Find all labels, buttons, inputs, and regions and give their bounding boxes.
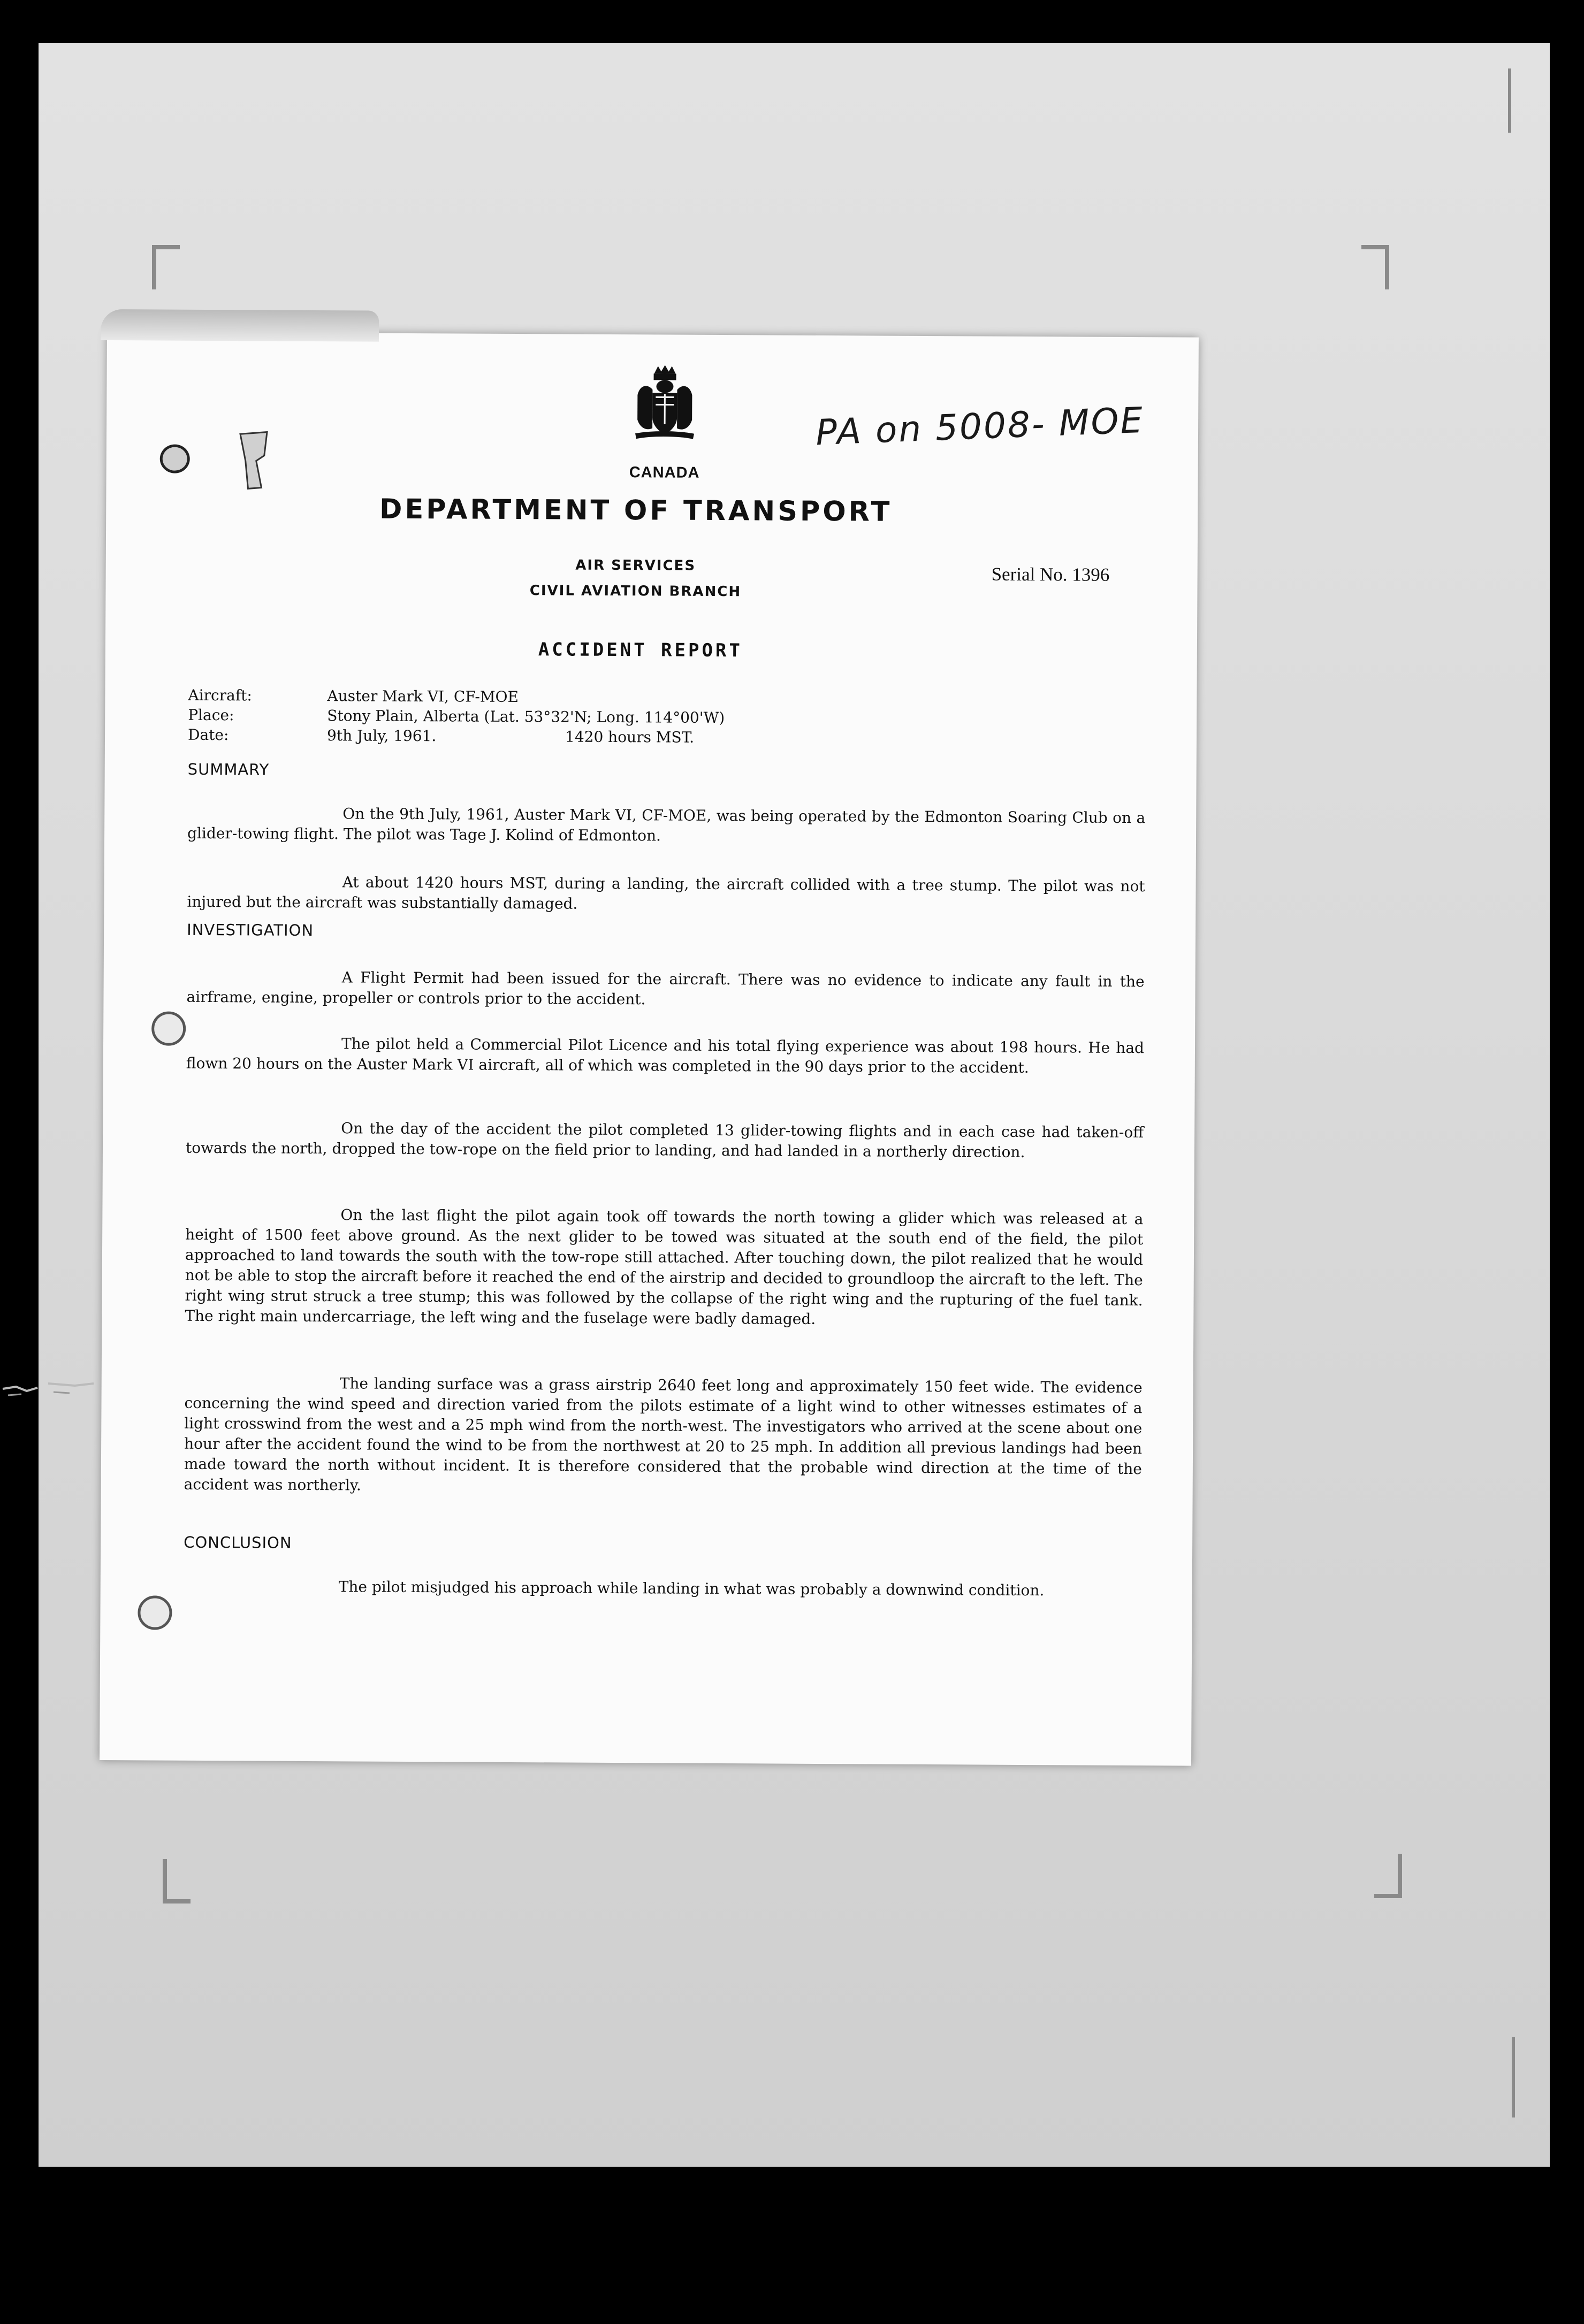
report-title: ACCIDENT REPORT <box>538 639 743 662</box>
handwritten-file-note: PA on 5008- MOE <box>814 399 1145 454</box>
investigation-paragraph <box>186 967 1144 1012</box>
investigation-heading: INVESTIGATION <box>187 920 314 940</box>
date-label: Date: <box>187 725 229 744</box>
canada-coat-of-arms-icon <box>630 364 700 445</box>
paragraph-text: On the day of the accident the pilot completed 13 glider-towing flights and in each case had taken-off towards the north, dropped the tow-rope on the field prior to landing, and had landed in a northerly direction. <box>185 1119 1144 1161</box>
paragraph-text: A Flight Permit had been issued for the aircraft. There was no evidence to indicate any fault in the airframe, engine, propeller or controls prior to the accident. <box>186 968 1145 1008</box>
crop-mark-bottom-right <box>1374 1854 1402 1898</box>
paragraph-text: The pilot held a Commercial Pilot Licence and his total flying experience was about 198 hours. He had flown 20 hours on the Auster Mark VI aircraft, all of which was completed in the 90 days prior to the accident. <box>186 1035 1145 1077</box>
paragraph-text: On the 9th July, 1961, Auster Mark VI, CF-MOE, was being operated by the Edmonton Soaring Club on a glider-towing flight. The pilot was Tage J. Kolind of Edmonton. <box>187 805 1146 845</box>
scan-edge-mark <box>0 1367 96 1410</box>
date-value: 9th July, 1961. <box>326 727 437 745</box>
investigation-paragraph <box>186 1033 1144 1079</box>
investigation-paragraph <box>186 1118 1144 1163</box>
accident-report-page <box>100 332 1199 1766</box>
country-label: CANADA <box>629 464 700 481</box>
scan-edge-tick-top <box>1508 68 1511 133</box>
punch-hole-top <box>160 445 190 473</box>
serial-number: Serial No. 1396 <box>991 563 1110 585</box>
scan-edge-tick-bottom <box>1512 2037 1515 2117</box>
summary-paragraph <box>187 803 1145 848</box>
crop-mark-top-left <box>152 245 180 289</box>
paragraph-text: The pilot misjudged his approach while landing in what was probably a downwind condition. <box>338 1578 1045 1600</box>
paragraph-text: On the last flight the pilot again took off towards the north towing a glider which was released at a height of 1500 feet above ground. As the next glider to be towed was situated at the south end of the field, the pilot approached to land towards the south with the tow-rope still attached. After touching down, the pilot realized that he would not be able to stop the aircraft before it reached the end of the airstrip and decided to groundloop the aircraft to the left. The right wing strut struck a tree stump; this was followed by the collapse of the right wing and the rupturing of the fuel tank. The right main undercarriage, the left wing and the fuselage were badly damaged. <box>185 1206 1144 1328</box>
paragraph-text: The landing surface was a grass airstrip 2640 feet long and approximately 150 feet wide. The evidence concerning the wind speed and direction varied from the pilots estimate of a light wind to other witnesses estimates of a light crosswind from the west and a 25 mph wind from the north-west. The investigators who arrived at the scene about one hour after the accident found the wind to be from the northwest at 20 to 25 mph. In addition all previous landings had been made toward the north without incident. It is therefore considered that the probable wind direction at the time of the accident was northerly. <box>184 1374 1143 1494</box>
conclusion-paragraph <box>184 1576 1141 1601</box>
service-name: AIR SERVICES <box>575 557 696 574</box>
torn-paper-mark <box>234 429 272 493</box>
aircraft-label: Aircraft: <box>188 686 252 705</box>
punch-hole-middle <box>151 1011 186 1045</box>
branch-name: CIVIL AVIATION BRANCH <box>529 583 742 600</box>
paragraph-text: At about 1420 hours MST, during a landing, the aircraft collided with a tree stump. The pilot was not injured but the aircraft was substantially damaged. <box>187 873 1145 913</box>
aircraft-value: Auster Mark VI, CF-MOE <box>327 687 519 706</box>
place-value: Stony Plain, Alberta (Lat. 53°32'N; Long. 114°00'W) <box>327 707 725 727</box>
conclusion-heading: CONCLUSION <box>184 1533 292 1552</box>
page-fold-shadow <box>101 309 379 342</box>
investigation-paragraph <box>184 1373 1143 1500</box>
summary-paragraph <box>187 872 1145 917</box>
time-value: 1420 hours MST. <box>565 728 695 746</box>
punch-hole-bottom <box>138 1595 172 1630</box>
crop-mark-top-right <box>1361 245 1389 289</box>
place-label: Place: <box>188 706 234 724</box>
crop-mark-bottom-left <box>163 1859 191 1903</box>
investigation-paragraph <box>185 1204 1143 1331</box>
summary-heading: SUMMARY <box>187 760 270 779</box>
department-title: DEPARTMENT OF TRANSPORT <box>379 493 893 528</box>
